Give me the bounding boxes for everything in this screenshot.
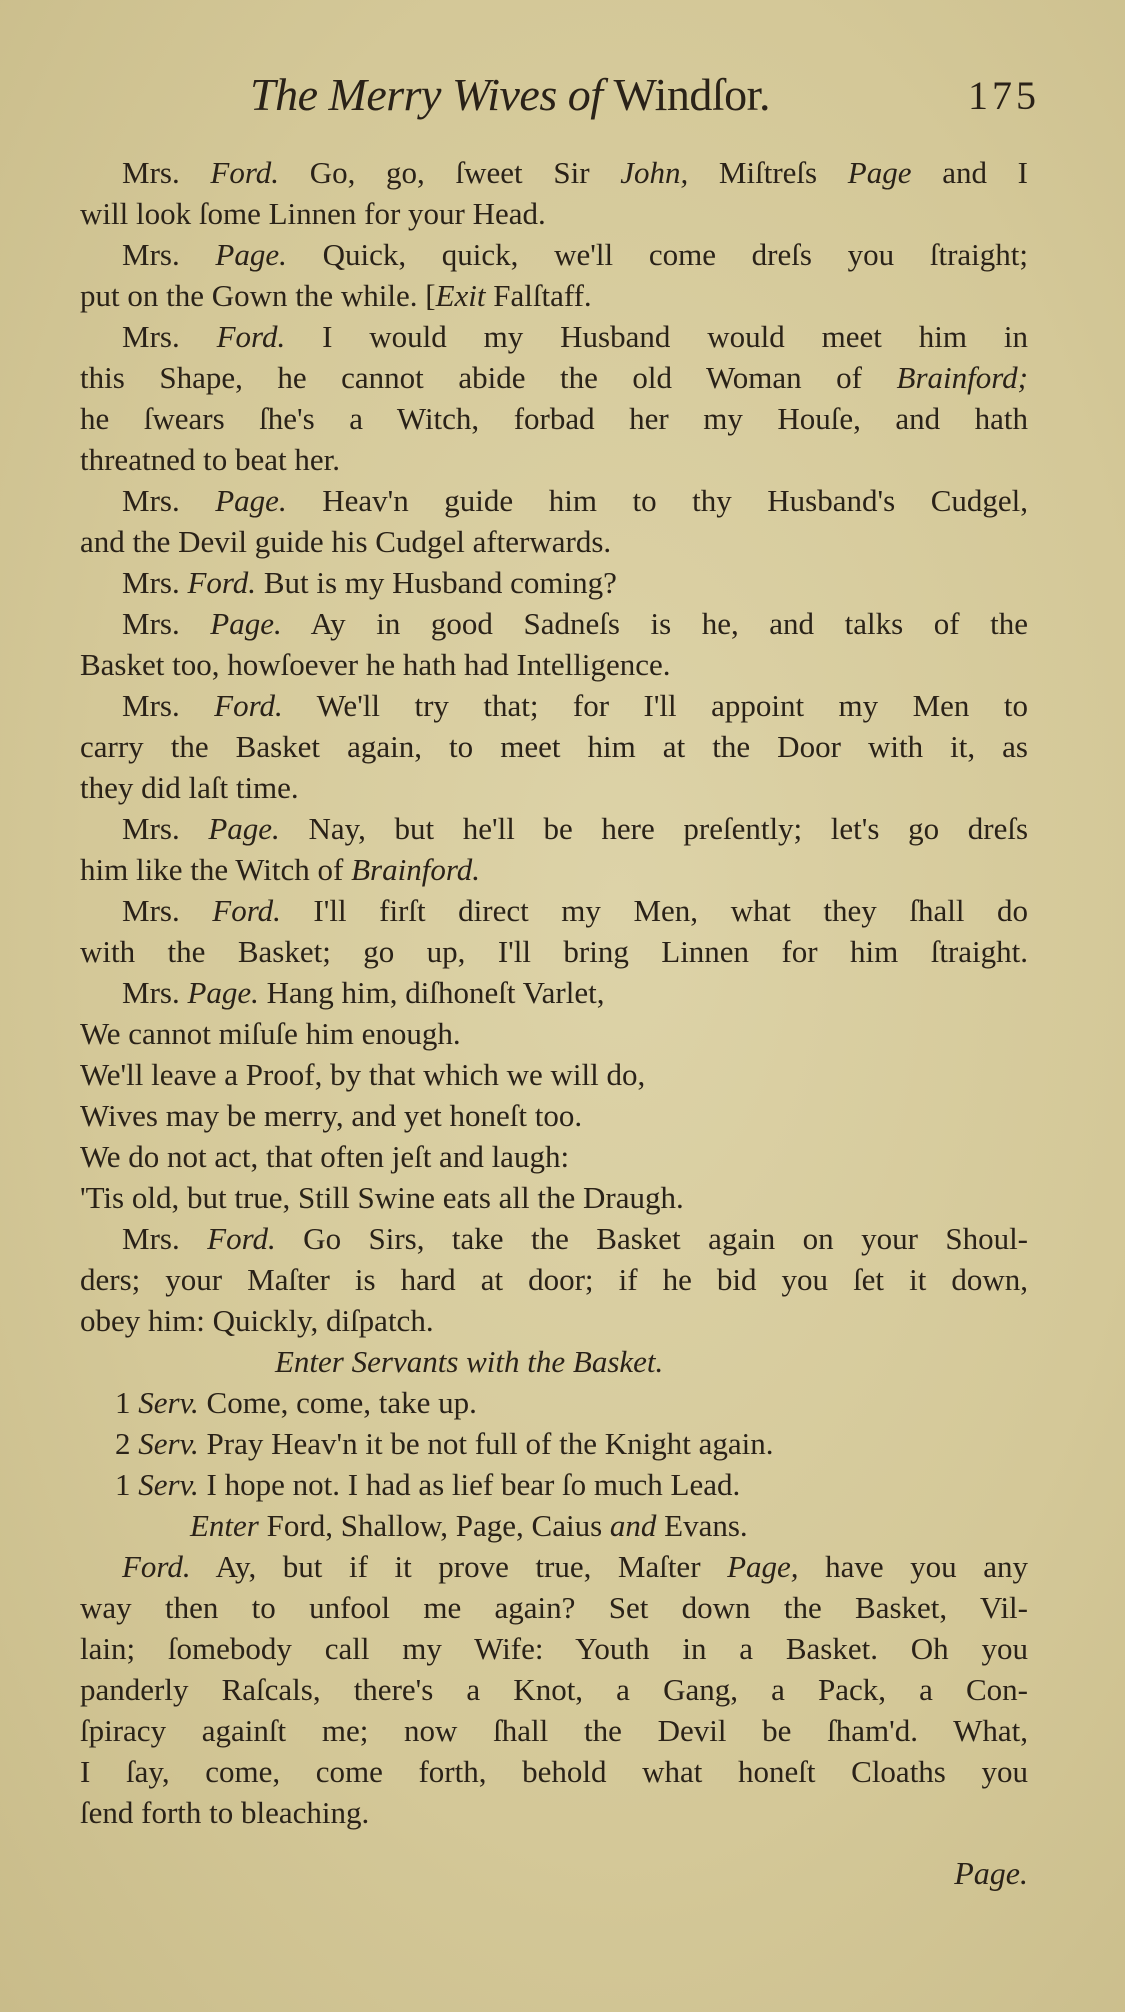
roman-text: with the Basket; go up, I'll bring Linnen for him ſtraight. [80,934,1028,969]
text-line [80,685,1028,726]
roman-text: Falſtaff. [485,278,592,313]
text-line [80,1054,1028,1095]
text-line [80,562,1028,603]
text-line [80,1464,1028,1505]
italic-text: Serv. [138,1385,199,1420]
roman-text: Come, come, take up. [198,1385,477,1420]
text-line [80,1136,1028,1177]
italic-text: Page. [215,483,287,518]
roman-text: Mrs. [122,237,216,272]
roman-text: he ſwears ſhe's a Witch, forbad her my Houſe, and hath [80,401,1028,436]
roman-text: Mrs. [122,319,217,354]
italic-text: and [609,1508,657,1543]
text-line [80,1792,1028,1833]
text-line [80,890,1028,931]
roman-text: ders; your Maſter is hard at door; if he bid you ſet it down, [80,1262,1028,1297]
catchword: Page. [954,1855,1028,1891]
roman-text: will look ſome Linnen for your Head. [80,196,546,231]
roman-text: Mrs. [122,893,213,928]
roman-text: ſpiracy againſt me; now ſhall the Devil be ſham'd. What, [80,1713,1028,1748]
text-line [80,521,1028,562]
text-line [80,398,1028,439]
roman-text: Mrs. [122,975,188,1010]
text-line [80,972,1028,1013]
roman-text: 'Tis old, but true, Still Swine eats all the Draugh. [80,1180,684,1215]
roman-text: Mrs. [122,1221,208,1256]
text-line [80,1177,1028,1218]
italic-text: Page, [727,1549,799,1584]
text-line [80,1505,1028,1546]
text-line [80,1628,1028,1669]
running-header [250,68,1040,128]
roman-text: Mrs. [122,565,188,600]
roman-text: Hang him, diſhoneſt Varlet, [258,975,605,1010]
italic-text: Page. [208,811,280,846]
italic-text: Ford. [122,1549,191,1584]
roman-text: We'll leave a Proof, by that which we will do, [80,1057,646,1092]
roman-text: I'll firſt direct my Men, what they ſhall do [280,893,1028,928]
roman-text: lain; ſomebody call my Wife: Youth in a Basket. Oh you [80,1631,1028,1666]
roman-text: Nay, but he'll be here preſently; let's go dreſs [279,811,1028,846]
roman-text: Mrs. [122,483,216,518]
roman-text: put on the Gown the while. [ [80,278,436,313]
roman-text: Heav'n guide him to thy Husband's Cudgel, [286,483,1028,518]
roman-text: and the Devil guide his Cudgel afterwards. [80,524,612,559]
roman-text: I ſay, come, come forth, behold what honeſt Cloaths you [80,1754,1028,1789]
italic-text: Enter [190,1508,259,1543]
text-line [80,1669,1028,1710]
roman-text: obey him: Quickly, diſpatch. [80,1303,434,1338]
roman-text: 1 [115,1385,139,1420]
roman-text: have you any [798,1549,1028,1584]
roman-text: Miſtreſs [688,155,848,190]
roman-text: Ford, Shallow, Page, Caius [258,1508,610,1543]
text-line [80,1751,1028,1792]
italic-text: Brainford. [351,852,480,887]
running-title-roman: Windſor. [613,69,770,120]
running-title-italic: The Merry Wives of [250,69,603,120]
roman-text: Mrs. [122,688,215,723]
roman-text: I hope not. I had as lief bear ſo much Lead. [198,1467,741,1502]
italic-text: Enter Servants with the Basket. [275,1344,664,1379]
text-line [80,357,1028,398]
italic-text: Page. [187,975,259,1010]
roman-text: Pray Heav'n it be not full of the Knight again. [198,1426,774,1461]
roman-text: Mrs. [122,811,209,846]
roman-text: Mrs. [122,606,211,641]
roman-text: panderly Raſcals, there's a Knot, a Gang, a Pack, a Con- [80,1672,1028,1707]
roman-text: We do not act, that often jeſt and laugh: [80,1139,570,1174]
italic-text: Ford. [210,155,280,190]
italic-text: Ford. [212,893,281,928]
text-line [80,603,1028,644]
text-line [80,1423,1028,1464]
italic-text: Exit [435,278,486,313]
text-line [80,193,1028,234]
text-line [80,316,1028,357]
roman-text: Wives may be merry, and yet honeſt too. [80,1098,583,1133]
italic-text: Ford. [187,565,257,600]
italic-text: Serv. [138,1467,199,1502]
roman-text: carry the Basket again, to meet him at the Door with it, as [80,729,1028,764]
roman-text: 2 [115,1426,139,1461]
italic-text: Ford. [214,688,283,723]
text-line [80,275,1028,316]
italic-text: Ford. [216,319,286,354]
roman-text: Quick, quick, we'll come dreſs you ſtraight; [286,237,1028,272]
roman-text: 1 [115,1467,139,1502]
text-line [80,767,1028,808]
text-line [80,234,1028,275]
roman-text: Evans. [656,1508,748,1543]
roman-text: Ay, but if it prove true, Maſter [190,1549,728,1584]
text-line [80,931,1028,972]
running-title [250,68,770,121]
text-line [80,1546,1028,1587]
roman-text: Go Sirs, take the Basket again on your Shoul- [275,1221,1028,1256]
roman-text: and I [911,155,1028,190]
italic-text: Serv. [138,1426,199,1461]
italic-text: Page. [215,237,287,272]
italic-text: Page [847,155,912,190]
text-line [80,1013,1028,1054]
text-line [80,439,1028,480]
text-line [80,849,1028,890]
italic-text: John, [620,155,689,190]
roman-text: Mrs. [122,155,211,190]
page-body-text [80,152,1028,1833]
roman-text: Basket too, howſoever he hath had Intelligence. [80,647,671,682]
roman-text: I would my Husband would meet him in [285,319,1028,354]
roman-text: Ay in good Sadneſs is he, and talks of the [281,606,1028,641]
text-line [80,480,1028,521]
text-line [80,1095,1028,1136]
italic-text: Brainford; [896,360,1028,395]
text-line [80,152,1028,193]
italic-text: Page. [210,606,282,641]
roman-text: threatned to beat her. [80,442,340,477]
text-line [80,808,1028,849]
roman-text: We'll try that; for I'll appoint my Men to [282,688,1028,723]
text-line [80,644,1028,685]
roman-text: him like the Witch of [80,852,352,887]
text-line [80,1382,1028,1423]
roman-text: We cannot miſuſe him enough. [80,1016,461,1051]
roman-text: ſend forth to bleaching. [80,1795,370,1830]
roman-text: they did laſt time. [80,770,299,805]
text-line [80,1259,1028,1300]
text-line [80,1218,1028,1259]
text-line [80,1587,1028,1628]
italic-text: Ford. [207,1221,276,1256]
text-line [80,1710,1028,1751]
text-line [80,1341,1028,1382]
text-line [80,1300,1028,1341]
roman-text: But is my Husband coming? [256,565,617,600]
text-line [80,726,1028,767]
page-number: 175 [968,73,1040,118]
roman-text: Go, go, ſweet Sir [279,155,621,190]
roman-text: this Shape, he cannot abide the old Woman of [80,360,897,395]
roman-text: way then to unfool me again? Set down the Basket, Vil- [80,1590,1028,1625]
